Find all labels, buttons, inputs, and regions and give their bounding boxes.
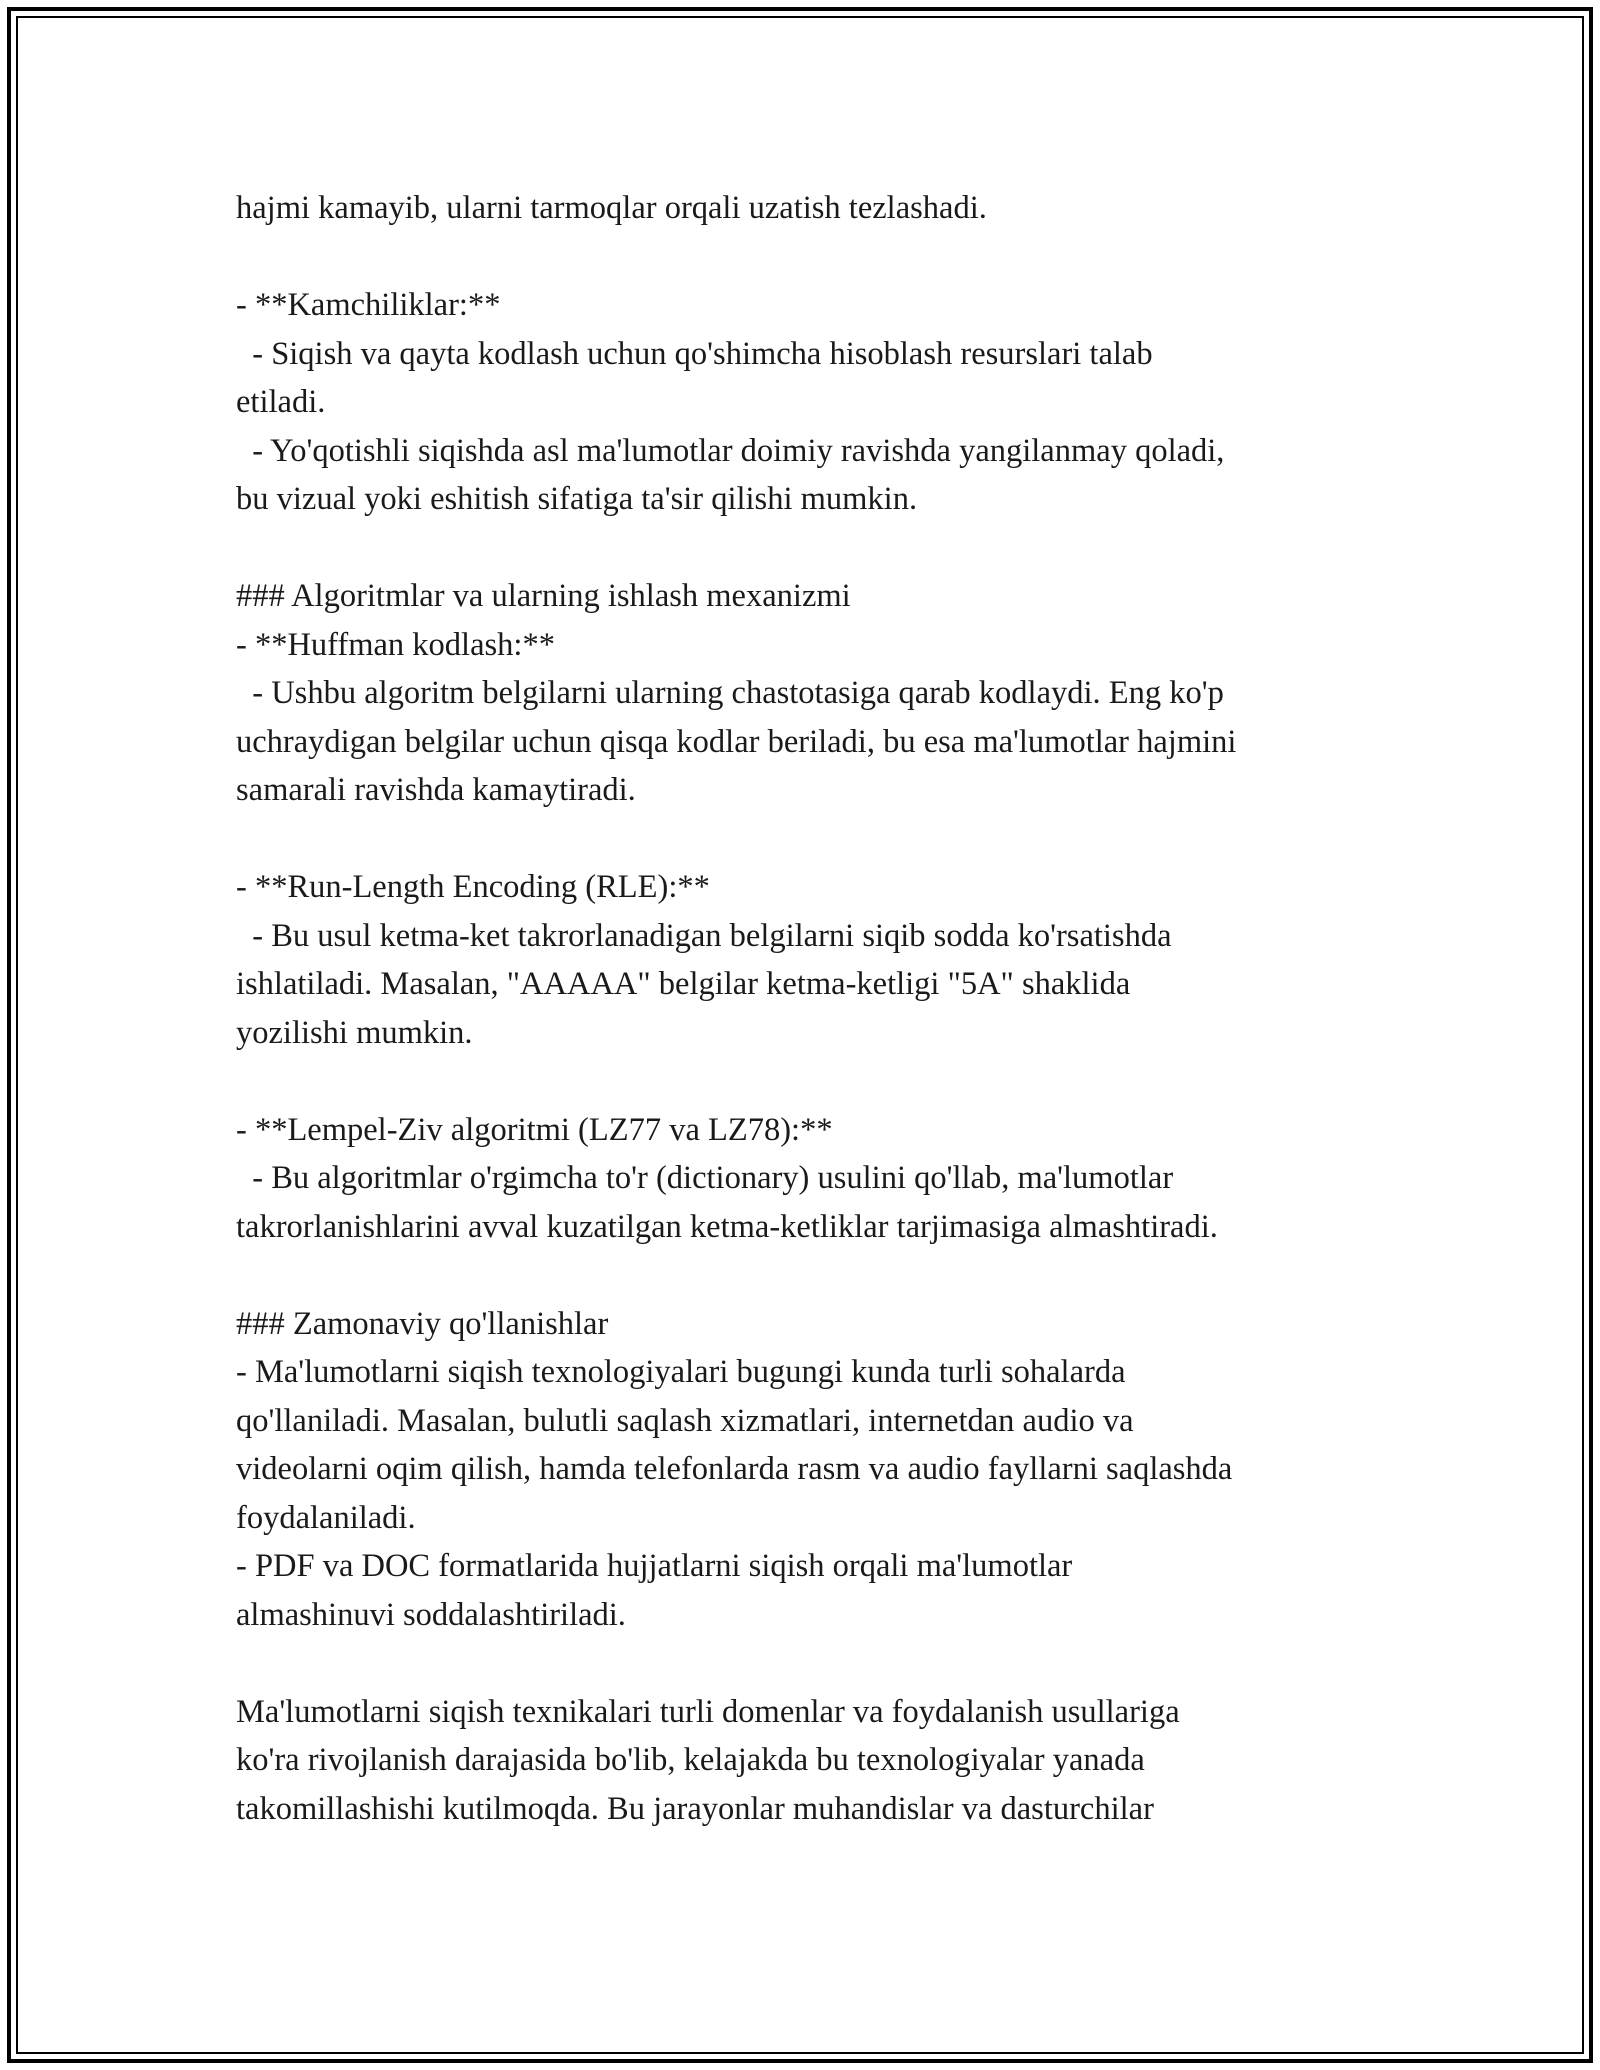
text-line: almashinuvi soddalashtiriladi. [236, 1596, 626, 1633]
bullet-item: - Yo'qotishli siqishda asl ma'lumotlar doimiy ravishda yangilanmay qoladi, [236, 432, 1225, 469]
text-line: etiladi. [236, 384, 326, 420]
text-line: uchraydigan belgilar uchun qisqa kodlar beriladi, bu esa ma'lumotlar hajmini [236, 723, 1237, 760]
text-line: Ma'lumotlarni siqish texnikalari turli domenlar va foydalanish usullariga [236, 1693, 1180, 1730]
blank-line [236, 1639, 1396, 1688]
blank-line [236, 233, 1396, 282]
text-line: takrorlanishlarini avval kuzatilgan ketma-ketliklar tarjimasiga almashtiradi. [236, 1208, 1218, 1245]
blank-line [236, 1251, 1396, 1300]
text-line: ishlatiladi. Masalan, "AAAAA" belgilar ketma-ketligi "5A" shaklida [236, 966, 1131, 1002]
bullet-heading: - **Kamchiliklar:** [236, 287, 501, 323]
text-line: videolarni oqim qilish, hamda telefonlarda rasm va audio fayllarni saqlashda [236, 1451, 1233, 1487]
text-line: samarali ravishda kamaytiradi. [236, 772, 636, 808]
text-line: foydalaniladi. [236, 1499, 416, 1536]
text-line: ko'ra rivojlanish darajasida bo'lib, kelajakda bu texnologiyalar yanada [236, 1742, 1145, 1778]
bullet-item: - Ushbu algoritm belgilarni ularning chastotasiga qarab kodlaydi. Eng ko'p [236, 675, 1224, 711]
document-body [236, 184, 1396, 1833]
text-line: bu vizual yoki eshitish sifatiga ta'sir qilishi mumkin. [236, 481, 918, 517]
bullet-heading: - **Lempel-Ziv algoritmi (LZ77 va LZ78):** [236, 1111, 833, 1148]
section-heading: ### Algoritmlar va ularning ishlash mexanizmi [236, 578, 851, 614]
bullet-heading: - **Run-Length Encoding (RLE):** [236, 869, 710, 905]
bullet-item: - Bu usul ketma-ket takrorlanadigan belgilarni siqib sodda ko'rsatishda [236, 917, 1172, 954]
blank-line [236, 1057, 1396, 1106]
text-line: hajmi kamayib, ularni tarmoqlar orqali uzatish tezlashadi. [236, 190, 987, 226]
blank-line [236, 524, 1396, 573]
section-heading: ### Zamonaviy qo'llanishlar [236, 1305, 609, 1342]
bullet-heading: - **Huffman kodlash:** [236, 626, 555, 663]
bullet-item: - Siqish va qayta kodlash uchun qo'shimcha hisoblash resurslari talab [236, 335, 1153, 372]
text-line: qo'llaniladi. Masalan, bulutli saqlash xizmatlari, internetdan audio va [236, 1402, 1134, 1439]
bullet-item: - Ma'lumotlarni siqish texnologiyalari bugungi kunda turli sohalarda [236, 1354, 1126, 1390]
bullet-item: - PDF va DOC formatlarida hujjatlarni siqish orqali ma'lumotlar [236, 1548, 1073, 1584]
blank-line [236, 815, 1396, 864]
text-line: takomillashishi kutilmoqda. Bu jarayonlar muhandislar va dasturchilar [236, 1790, 1154, 1827]
bullet-item: - Bu algoritmlar o'rgimcha to'r (dictionary) usulini qo'llab, ma'lumotlar [236, 1160, 1174, 1196]
text-line: yozilishi mumkin. [236, 1014, 473, 1051]
